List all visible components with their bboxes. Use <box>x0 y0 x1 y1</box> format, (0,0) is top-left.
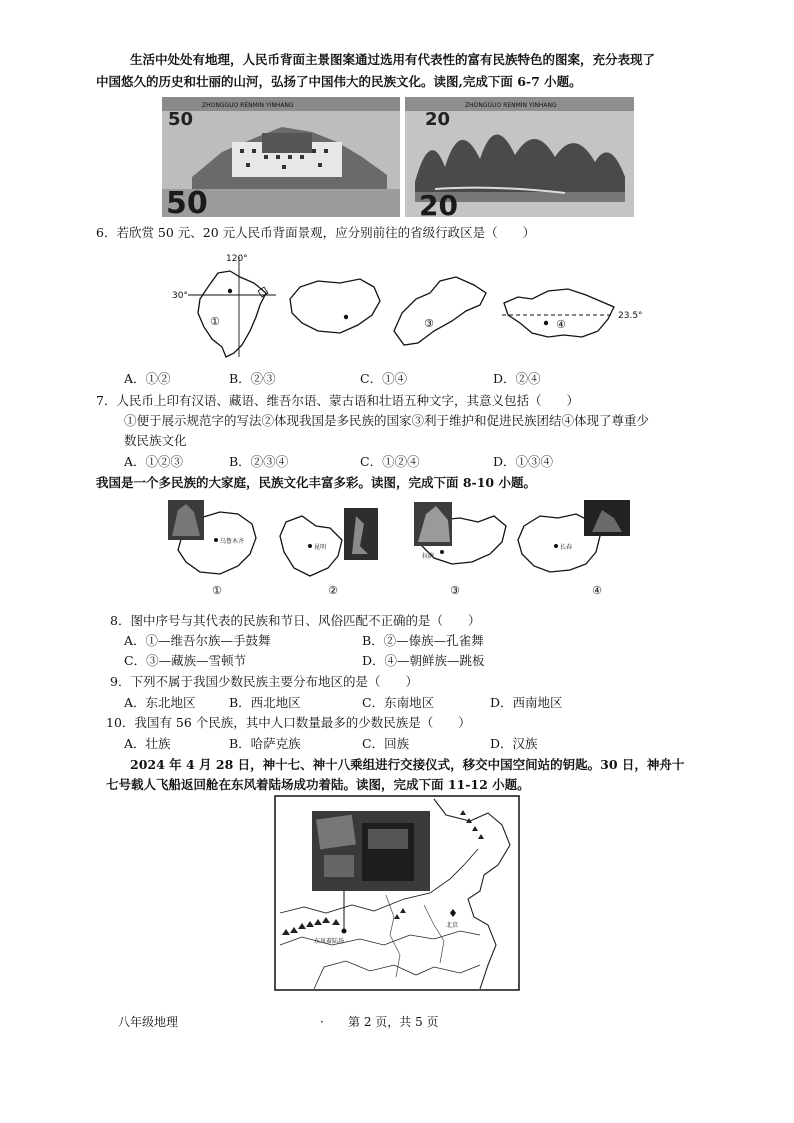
footer-subject: 八年级地理 <box>118 1015 179 1029</box>
footer-dot: · <box>320 1015 324 1029</box>
footer-page-number: 第 2 页，共 5 页 <box>348 1015 439 1029</box>
q7-option-c: C．①②④ <box>360 454 420 469</box>
q10-stem: 10．我国有 56 个民族，其中人口数量最多的少数民族是（ ） <box>106 715 471 730</box>
q7-option-d: D．①③④ <box>493 454 554 469</box>
q10-option-c: C．回族 <box>362 736 410 751</box>
banknote-50-corner-value: 50 <box>166 186 208 217</box>
q8-option-c: C．③—藏族—雪顿节 <box>124 653 247 668</box>
china-landing-map <box>274 795 520 991</box>
province-map-2-num: ② <box>328 584 338 597</box>
q7-option-b: B．②③④ <box>229 454 289 469</box>
q6-option-b: B．②③ <box>229 371 276 386</box>
q6-map-3 <box>394 277 486 345</box>
q6-map-1-zhejiang <box>172 254 276 357</box>
q6-map-4-num: ④ <box>556 318 566 331</box>
q8-stem: 8．图中序号与其代表的民族和节日、风俗匹配不正确的是（ ） <box>110 613 481 628</box>
province-maps-row <box>160 496 640 608</box>
china-map-landing-label: 东风着陆场 <box>314 938 345 945</box>
q6-stem: 6．若欣赏 50 元、20 元人民币背面景观，应分别前往的省级行政区是（ ） <box>96 225 536 240</box>
q9-option-a: A．东北地区 <box>124 695 196 710</box>
q6-option-a: A．①② <box>124 371 171 386</box>
q8-option-a: A．①—维吾尔族—手鼓舞 <box>124 633 271 648</box>
province-map-1-xinjiang <box>168 500 256 597</box>
province-map-4-num: ④ <box>592 584 602 597</box>
banknote-50-top-value: 50 <box>168 109 194 130</box>
q6-option-d: D．②④ <box>493 371 541 386</box>
intro-8-10: 我国是一个多民族的大家庭，民族文化丰富多彩。读图，完成下面 8-10 小题。 <box>96 475 536 490</box>
q6-lon-label: 120° <box>226 254 248 264</box>
q6-map-4 <box>502 289 643 337</box>
q10-option-b: B．哈萨克族 <box>229 736 301 751</box>
province-map-4-jilin <box>518 500 630 597</box>
intro-6-7-line1: 生活中处处有地理，人民币背面主景图案通过选用有代表性的富有民族特色的图案，充分表现了 <box>130 52 656 67</box>
province-map-2-yunnan <box>280 508 378 597</box>
q9-option-b: B．西北地区 <box>229 695 301 710</box>
q7-body-line1: ①便于展示规范字的写法②体现我国是多民族的国家③利于维护和促进民族团结④体现了尊重少 <box>124 413 650 428</box>
banknote-20-top-value: 20 <box>425 109 451 130</box>
q8-option-d: D．④—朝鲜族—跳板 <box>362 653 485 668</box>
q6-map-3-num: ③ <box>424 317 434 330</box>
q10-option-d: D．汉族 <box>490 736 538 751</box>
province-map-1-num: ① <box>212 584 222 597</box>
banknote-20-image <box>405 97 634 217</box>
q7-body-line2: 数民族文化 <box>124 433 187 448</box>
china-map-beijing-label: 北京 <box>446 922 459 929</box>
q6-tropic-label: 23.5° <box>618 311 643 321</box>
q8-option-b: B．②—傣族—孔雀舞 <box>362 633 484 648</box>
province-map-3-city: 拉萨 <box>422 553 435 560</box>
province-map-4-city: 长春 <box>560 544 573 551</box>
q7-option-a: A．①②③ <box>124 454 184 469</box>
banknote-20-microtext: ZHONGGUO RENMIN YINHANG <box>465 102 557 109</box>
q6-map-2-tibet <box>290 279 380 333</box>
province-map-2-city: 昆明 <box>314 544 327 551</box>
q9-option-c: C．东南地区 <box>362 695 435 710</box>
q6-province-maps <box>168 253 648 363</box>
q7-stem: 7．人民币上印有汉语、藏语、维吾尔语、蒙古语和壮语五种文字，其意义包括（ ） <box>96 393 579 408</box>
q10-option-a: A．壮族 <box>124 736 171 751</box>
q6-lat-label: 30° <box>172 291 188 301</box>
intro-6-7-line2: 中国悠久的历史和壮丽的山河，弘扬了中国伟大的民族文化。读图,完成下面 6-7 小题。 <box>96 74 582 89</box>
q9-option-d: D．西南地区 <box>490 695 563 710</box>
banknote-20-corner-value: 20 <box>419 189 458 217</box>
intro-11-12-line1: 2024 年 4 月 28 日，神十七、神十八乘组进行交接仪式，移交中国空间站的钥匙。30 日，神舟十 <box>130 757 685 772</box>
province-map-1-city: 乌鲁木齐 <box>220 538 245 545</box>
q6-map-1-num: ① <box>210 315 220 328</box>
province-map-3-tibet <box>414 502 506 597</box>
banknote-50-microtext: ZHONGGUO RENMIN YINHANG <box>202 102 294 109</box>
banknote-50-image <box>162 97 400 217</box>
province-map-3-num: ③ <box>450 584 460 597</box>
q9-stem: 9．下列不属于我国少数民族主要分布地区的是（ ） <box>110 674 418 689</box>
q6-option-c: C．①④ <box>360 371 408 386</box>
intro-11-12-line2: 七号载人飞船返回舱在东风着陆场成功着陆。读图，完成下面 11-12 小题。 <box>106 777 530 792</box>
